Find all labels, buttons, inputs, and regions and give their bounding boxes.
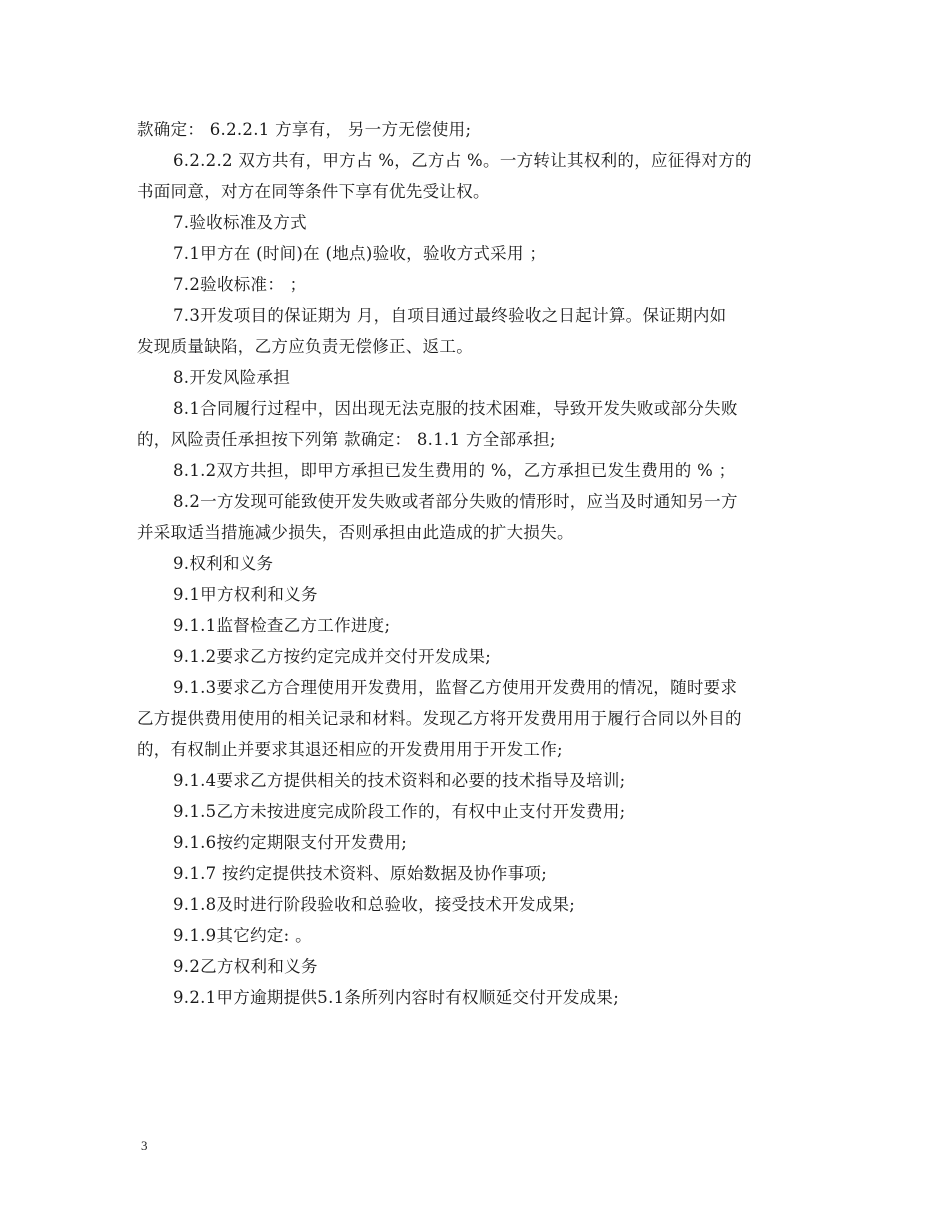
text-line: 9.1.1监督检查乙方工作进度; [173,616,391,635]
text-line: 并采取适当措施减少损失，否则承担由此造成的扩大损失。 [137,523,574,542]
text-line: 7.1甲方在 (时间)在 (地点)验收，验收方式采用 ； [173,244,547,263]
text-line: 9.2乙方权利和义务 [173,957,318,976]
text-line: 9.1.8及时进行阶段验收和总验收，接受技术开发成果; [173,895,576,914]
text-line: 9.1.3要求乙方合理使用开发费用，监督乙方使用开发费用的情况，随时要求 [173,678,738,697]
text-line: 8.开发风险承担 [173,368,291,387]
text-line: 6.2.2.2 双方共有，甲方占 %，乙方占 %。一方转让其权利的，应征得对方的 [173,151,752,170]
text-line: 书面同意，对方在同等条件下享有优先受让权。 [137,182,490,201]
text-line: 8.1合同履行过程中，因出现无法克服的技术困难，导致开发失败或部分失败 [173,399,738,418]
text-line: 7.2验收标准： ； [173,275,307,294]
text-line: 9.1.2要求乙方按约定完成并交付开发成果; [173,647,492,666]
text-line: 9.1.9其它约定: 。 [173,926,312,945]
text-line: 8.1.2双方共担，即甲方承担已发生费用的 %，乙方承担已发生费用的 % ； [173,461,736,480]
text-line: 9.2.1甲方逾期提供5.1条所列内容时有权顺延交付开发成果; [173,988,620,1007]
text-line: 9.1甲方权利和义务 [173,585,318,604]
text-line: 9.1.4要求乙方提供相关的技术资料和必要的技术指导及培训; [173,771,626,790]
text-line: 款确定： 6.2.2.1 方享有， 另一方无偿使用; [137,120,472,139]
document-body [137,114,817,1013]
text-line: 9.权利和义务 [173,554,274,573]
text-line: 9.1.7 按约定提供技术资料、原始数据及协作事项; [173,864,548,883]
text-line: 的，风险责任承担按下列第 款确定： 8.1.1 方全部承担; [137,430,556,449]
text-line: 7.验收标准及方式 [173,213,307,232]
text-line: 发现质量缺陷，乙方应负责无偿修正、返工。 [137,337,473,356]
text-line: 7.3开发项目的保证期为 月，自项目通过最终验收之日起计算。保证期内如 [173,306,727,325]
text-line: 的，有权制止并要求其退还相应的开发费用用于开发工作; [137,740,563,759]
page-number: 3 [141,1138,148,1153]
text-line: 乙方提供费用使用的相关记录和材料。发现乙方将开发费用用于履行合同以外目的 [137,709,742,728]
text-line: 9.1.6按约定期限支付开发费用; [173,833,408,852]
text-line: 9.1.5乙方未按进度完成阶段工作的，有权中止支付开发费用; [173,802,626,821]
text-line: 8.2一方发现可能致使开发失败或者部分失败的情形时，应当及时通知另一方 [173,492,738,511]
